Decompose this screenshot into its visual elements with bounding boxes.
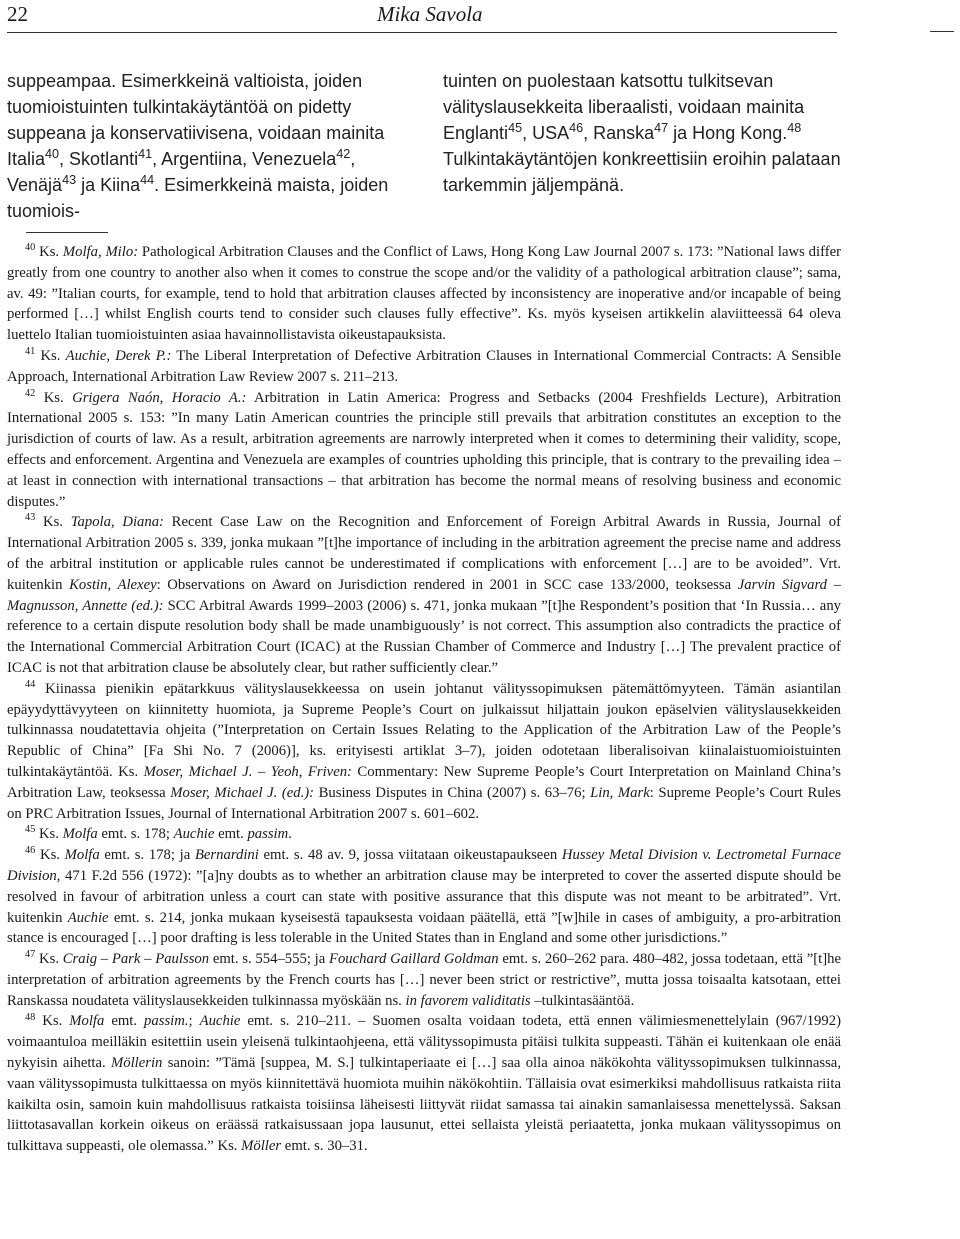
text-run: emt. bbox=[104, 1013, 145, 1030]
footnote-48 bbox=[7, 1011, 841, 1157]
text-run: Business Disputes in China (2007) s. 63–76; bbox=[314, 784, 591, 801]
footnote-number: 40 bbox=[25, 242, 36, 254]
text-run: emt. s. 30–31. bbox=[281, 1138, 368, 1155]
text-run: emt. s. 214, jonka mukaan kyseisestä tapauksesta voidaan päätellä, että ”[w]hile in cases of ambiguity, a pro-arbitration stance is encouraged […] poor drafting is less tolerable in the United States than in England and some other jurisdictions.” bbox=[7, 909, 841, 947]
footnote-ref: 44 bbox=[140, 173, 155, 187]
text-run: , Venäjä bbox=[7, 149, 356, 195]
italic-text: passim. bbox=[144, 1013, 189, 1030]
footnote-41 bbox=[7, 346, 841, 388]
text-run: Commentary: New Supreme People’s Court Interpretation on Mainland China’s Arbitration Law, teoksessa bbox=[7, 763, 841, 801]
italic-text: Molfa bbox=[62, 826, 98, 843]
text-run: , Ranska bbox=[583, 123, 655, 143]
italic-text: Auchie bbox=[199, 1013, 241, 1030]
text-run: suppeampaa. Esimerkkeinä valtioista, joiden tuomioistuinten tulkintakäytäntöä on pidetty suppeana ja konservatiivisena, voidaan mainita Italia bbox=[7, 71, 385, 169]
text-run: , Argentiina, Venezuela bbox=[152, 149, 337, 169]
italic-text: Moser, Michael J. (ed.): bbox=[170, 784, 315, 801]
footnote-number: 48 bbox=[25, 1011, 36, 1023]
text-run: Ks. bbox=[35, 514, 71, 531]
italic-text: Lin, Mark bbox=[590, 784, 650, 801]
italic-text: Molfa bbox=[64, 847, 100, 864]
text-run: , USA bbox=[522, 123, 570, 143]
text-run: , 471 F.2d 556 (1972): ”[a]ny doubts as to whether an arbitration clause may be interpreted to cover the asserted dispute should be resolved in favour of arbitration unless a court can state with positive assurance that this dispute was not meant to be arbitrated”. Vrt. kuitenkin bbox=[7, 867, 841, 926]
footnotes-section bbox=[7, 242, 841, 1157]
italic-text: Tapola, Diana: bbox=[70, 514, 164, 531]
italic-text: passim bbox=[247, 826, 289, 843]
text-run: Ks. bbox=[35, 826, 63, 843]
footnote-44 bbox=[7, 679, 841, 825]
footnote-separator bbox=[26, 232, 108, 233]
text-run: Kiinassa pienikin epätarkkuus välityslausekkeessa on usein johtanut välityssopimuksen pätemättömyyteen. Tämän asiantilan epäyydyttävyyteen on kiinnitetty huomiota, ja Supreme People’s Court on julkaissut hiljattain joukon epäselvien välityslausekkeiden tulkinnassa noudatettavia ohjeita (”Interpretation on Certain Issues Relating to the Application of the Arbitration Law of the People’s Republic of China” [Fa Shi No. 7 (2006)], ks. erityisesti artiklat 3–7), joiden odotetaan liberalisoivan kiinalaistuomioistuinten tulkintakäytäntöä. Ks. bbox=[7, 680, 841, 780]
text-run: emt. bbox=[214, 826, 248, 843]
body-column-left bbox=[7, 68, 422, 224]
text-run: Ks. bbox=[35, 347, 66, 364]
text-run: emt. s. 260–262 para. 480–482, jossa todetaan, että ”[t]he interpretation of arbitration agreements by the French courts has […] never been strict or restrictive”, mutta jossa toisaalta katsotaan, ettei Ranskassa noudateta välityslausekkeiden tulkinnassa myöskään ns. bbox=[7, 951, 841, 1009]
footnote-ref: 42 bbox=[336, 147, 351, 161]
footnote-ref: 45 bbox=[508, 121, 523, 135]
italic-text: Fouchard Gaillard Goldman bbox=[328, 951, 499, 968]
body-paragraph-right bbox=[443, 68, 843, 198]
text-run: ja Kiina bbox=[76, 175, 141, 195]
text-run: sanoin: ”Tämä [suppea, M. S.] tulkintaperiaate ei […] saa olla ainoa näkökohta välityssopimuksen tulkinnassa, vaan välityssopimusta tulkittaessa on myös kiinnitettävä huomiota muihin näkökohtiin. Tällaisia ovat esimerkiksi mahdollisuus ratkaista riita kaikilta osin, samoin kuin mahdollisuus ratkaista toisiinsa läheisesti liittyvät riidat samassa tai ainakin samanlaisessa menettelyssä. Saksan liittotasavallan korkein oikeus on eräässä ratkaisussaan jopa lausunut, ettei sellaista yleistä periaatetta, jonka mukaan välityssopimus on tulkittava suppeasti, ole olemassa.” Ks. bbox=[7, 1055, 841, 1155]
text-run: emt. s. 178; bbox=[97, 826, 174, 843]
body-paragraph-left bbox=[7, 68, 422, 224]
italic-text: Auchie bbox=[67, 909, 109, 926]
text-run: emt. s. 554–555; ja bbox=[209, 951, 329, 968]
italic-text: Möller bbox=[241, 1138, 282, 1155]
footnote-45 bbox=[7, 824, 841, 845]
italic-text: Moser, Michael J. – Yeoh, Friven: bbox=[143, 763, 352, 780]
text-run: . Esimerkkeinä maista, joiden tuomiois- bbox=[7, 175, 389, 221]
page-number: 22 bbox=[7, 2, 28, 26]
italic-text: Hussey Metal Division v. Lectrometal Furnace Division bbox=[7, 847, 842, 884]
footnote-ref: 43 bbox=[62, 173, 77, 187]
italic-text: Molfa, Milo: bbox=[62, 244, 139, 260]
italic-text: Auchie bbox=[173, 826, 215, 843]
text-run: Ks. bbox=[35, 847, 65, 864]
text-run: ja Hong Kong. bbox=[668, 123, 788, 143]
running-header bbox=[7, 0, 837, 33]
text-run: –tulkintasääntöä. bbox=[530, 992, 635, 1009]
footnote-number: 42 bbox=[25, 387, 36, 399]
text-run: emt. s. 48 av. 9, jossa viitataan oikeustapaukseen bbox=[258, 847, 562, 864]
text-run: , Skotlanti bbox=[59, 149, 139, 169]
footnote-40 bbox=[7, 242, 841, 346]
text-run: : Supreme People’s Court Rules on PRC Arbitration Issues, Journal of International Arbitration 2007 s. 601–602. bbox=[7, 784, 841, 822]
italic-text: Bernardini bbox=[194, 847, 259, 864]
footnote-number: 41 bbox=[25, 346, 36, 358]
header-rule-mark bbox=[930, 31, 954, 32]
text-run: ; bbox=[188, 1013, 200, 1030]
italic-text: Kostin, Alexey bbox=[69, 576, 157, 593]
footnote-47 bbox=[7, 949, 841, 1011]
text-run: Ks. bbox=[35, 951, 63, 968]
footnote-ref: 41 bbox=[138, 147, 153, 161]
running-header-author: Mika Savola bbox=[377, 2, 483, 26]
italic-text: Molfa bbox=[69, 1013, 105, 1030]
text-run: emt. s. 178; ja bbox=[99, 847, 195, 864]
footnote-number: 46 bbox=[25, 845, 36, 857]
footnote-ref: 48 bbox=[787, 121, 802, 135]
footnote-46 bbox=[7, 845, 841, 949]
text-run: SCC Arbitral Awards 1999–2003 (2006) s. 471, jonka mukaan ”[t]he Respondent’s position that ‘In Russia… any reference to a certain dispute resolution body shall be made unambiguously’ is not correct. This assumption also contradicts the practice of the International Commercial Arbitration Court (ICAC) at the Russian Chamber of Commerce and Industry […] The prevalent practice of ICAC is not that arbitration clause be absolutely clear, but rather sufficiently clear.” bbox=[7, 597, 842, 676]
text-run: Ks. bbox=[35, 244, 63, 260]
text-run: Pathological Arbitration Clauses and the Conflict of Laws, Hong Kong Law Journal 2007 s. 173: ”National laws differ greatly from one country to another also when it comes to construe the scope and/or the validity of a pathological arbitration clause”; sama, av. 49: ”Italian courts, for example, tend to hold that arbitration clauses affected by inconsistency are inoperative and/or incapable of being performed […] whilst English courts tend to consider such clauses fully effective”. Ks. myös kyseisen artikkelin alaviitteessä 64 oleva luettelo Italian tuomioistuinten asiaa havainnollistavista oikeustapauksista. bbox=[7, 244, 841, 344]
footnote-number: 45 bbox=[25, 824, 36, 836]
text-run: : Observations on Award on Jurisdiction rendered in 2001 in SCC case 133/2000, teoksessa bbox=[156, 576, 738, 593]
text-run: Ks. bbox=[35, 1013, 70, 1030]
footnote-number: 44 bbox=[25, 678, 36, 690]
text-run: Arbitration in Latin America: Progress and Setbacks (2004 Freshfields Lecture), Arbitration International 2005 s. 153: ”In many Latin American countries the principle still prevails that arbitration constitutes an exception to the jurisdiction of courts of law. As a result, arbitration agreements are narrowly interpreted when it comes to determining their validity, scope, effects and enforcement. Argentina and Venezuela are examples of countries upholding this principle, that is contrary to the prevailing idea – at least in connection with international transactions – that arbitration has become the normal means of resolving business and economic disputes.” bbox=[7, 389, 841, 510]
italic-text: Grigera Naón, Horacio A.: bbox=[72, 389, 247, 406]
text-run: Ks. bbox=[35, 389, 73, 406]
text-run: . bbox=[288, 826, 292, 843]
italic-text: Möllerin bbox=[111, 1055, 163, 1072]
italic-text: in favorem validitatis bbox=[405, 992, 531, 1009]
footnote-ref: 47 bbox=[654, 121, 669, 135]
italic-text: Craig – Park – Paulsson bbox=[62, 951, 210, 968]
body-column-right bbox=[443, 68, 843, 198]
text-run: emt. s. 210–211. – Suomen osalta voidaan todeta, että ennen välimiesmenettelylain (967/1992) voimaantuloa meilläkin esitettiin usein yleisenä tulkintaohjeena, että välityssopimusta pitäisi tulkita suppeasti. Tähän ei kuitenkaan ole enää nykyisin aihetta. bbox=[7, 1013, 841, 1072]
footnote-number: 43 bbox=[25, 512, 36, 524]
italic-text: Auchie, Derek P.: bbox=[65, 347, 172, 364]
footnote-43 bbox=[7, 512, 841, 678]
italic-text: Jarvin Sigvard – Magnusson, Annette (ed.): bbox=[7, 576, 841, 614]
text-run: The Liberal Interpretation of Defective Arbitration Clauses in International Commercial Contracts: A Sensible Approach, International Arbitration Law Review 2007 s. 211–213. bbox=[7, 347, 841, 385]
text-run: Tulkintakäytäntöjen konkreettisiin eroihin palataan tarkemmin jäljempänä. bbox=[443, 149, 841, 195]
footnote-number: 47 bbox=[25, 949, 36, 961]
text-run: Recent Case Law on the Recognition and Enforcement of Foreign Arbitral Awards in Russia, Journal of International Arbitration 2005 s. 339, jonka mukaan ”[t]he importance of including in the arbitration agreement the precise name and address of the arbitral institution or applicable rules cannot be underestimated if complications with enforcement […] are to be avoided”. Vrt. kuitenkin bbox=[7, 514, 841, 593]
footnote-42 bbox=[7, 388, 841, 513]
footnote-ref: 46 bbox=[569, 121, 584, 135]
text-run: tuinten on puolestaan katsottu tulkitsevan välityslausekkeita liberaalisti, voidaan mainita Englanti bbox=[443, 71, 805, 143]
footnote-ref: 40 bbox=[45, 147, 60, 161]
